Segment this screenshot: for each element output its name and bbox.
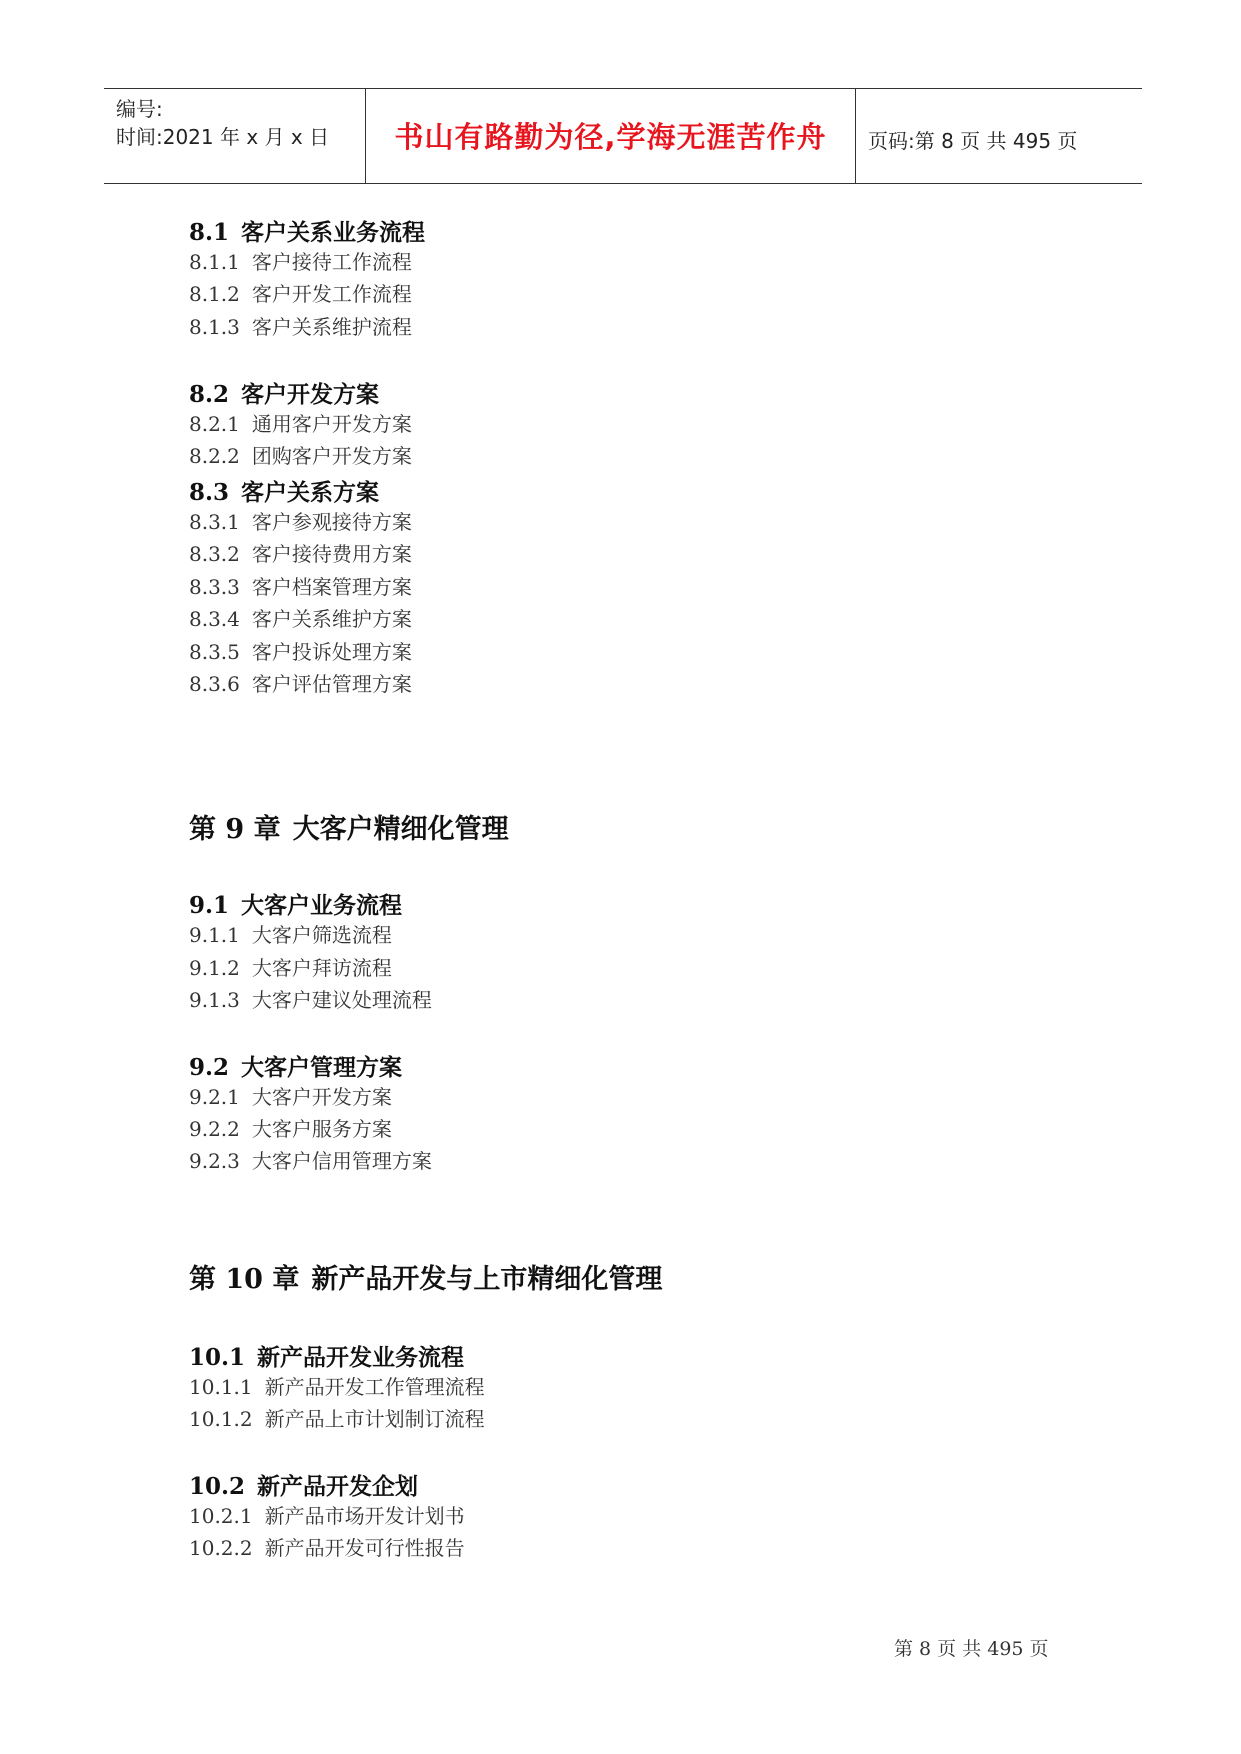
toc-entry-title: 大客户信用管理方案 xyxy=(251,1149,432,1173)
toc-entry-title: 客户投诉处理方案 xyxy=(251,640,412,664)
toc-entry-title: 大客户精细化管理 xyxy=(292,814,509,845)
toc-chapter-heading xyxy=(189,807,509,846)
page-footer-number: 第 8 页 共 495 页 xyxy=(894,1638,1049,1660)
toc-entry-number: 8.2.2 xyxy=(189,444,240,468)
toc-subsection-item xyxy=(189,1371,485,1400)
toc-entry-title: 新产品开发与上市精细化管理 xyxy=(311,1264,663,1295)
toc-entry-title: 客户关系维护方案 xyxy=(251,607,412,631)
toc-entry-title: 客户关系方案 xyxy=(241,479,380,506)
toc-section-heading xyxy=(189,474,379,507)
toc-entry-number: 第 9 章 xyxy=(189,814,281,845)
toc-subsection-item xyxy=(189,952,392,981)
toc-entry-number: 8.3 xyxy=(189,479,230,506)
toc-subsection-item xyxy=(189,538,412,567)
toc-entry-title: 大客户服务方案 xyxy=(251,1117,392,1141)
toc-entry-title: 大客户业务流程 xyxy=(241,892,403,919)
toc-subsection-item xyxy=(189,571,412,600)
toc-entry-title: 新产品开发可行性报告 xyxy=(264,1536,465,1560)
toc-entry-number: 10.2.1 xyxy=(189,1504,253,1528)
toc-entry-number: 9.1.3 xyxy=(189,988,240,1012)
toc-section-heading xyxy=(189,214,425,247)
toc-entry-number: 10.1.1 xyxy=(189,1375,253,1399)
toc-entry-number: 9.2.3 xyxy=(189,1149,240,1173)
toc-entry-title: 通用客户开发方案 xyxy=(251,412,412,436)
document-time-label: 时间:2021 年 x 月 x 日 xyxy=(116,125,330,149)
toc-entry-title: 客户档案管理方案 xyxy=(251,575,412,599)
toc-entry-title: 客户评估管理方案 xyxy=(251,672,412,696)
toc-entry-title: 客户参观接待方案 xyxy=(251,510,412,534)
toc-subsection-item xyxy=(189,440,412,469)
toc-entry-title: 新产品开发企划 xyxy=(257,1473,419,1500)
toc-entry-title: 团购客户开发方案 xyxy=(251,444,412,468)
toc-subsection-item xyxy=(189,1145,432,1174)
toc-subsection-item xyxy=(189,1403,485,1432)
toc-subsection-item xyxy=(189,919,392,948)
toc-entry-number: 10.1.2 xyxy=(189,1407,253,1431)
toc-entry-title: 客户关系维护流程 xyxy=(251,315,412,339)
toc-entry-title: 大客户管理方案 xyxy=(241,1054,403,1081)
header-meta-cell xyxy=(104,89,366,183)
toc-entry-number: 8.3.6 xyxy=(189,672,240,696)
toc-entry-title: 大客户建议处理流程 xyxy=(251,988,432,1012)
toc-section-heading xyxy=(189,1468,418,1501)
toc-subsection-item xyxy=(189,246,412,275)
toc-entry-number: 8.2.1 xyxy=(189,412,240,436)
toc-entry-number: 9.1 xyxy=(189,892,230,919)
toc-subsection-item xyxy=(189,668,412,697)
toc-entry-title: 大客户开发方案 xyxy=(251,1085,392,1109)
toc-subsection-item xyxy=(189,311,412,340)
toc-entry-number: 9.1.2 xyxy=(189,956,240,980)
toc-subsection-item xyxy=(189,603,412,632)
toc-chapter-heading xyxy=(189,1257,662,1296)
toc-entry-number: 第 10 章 xyxy=(189,1264,300,1295)
header-page-cell xyxy=(856,89,1142,183)
toc-entry-number: 9.1.1 xyxy=(189,923,240,947)
toc-entry-number: 9.2 xyxy=(189,1054,230,1081)
toc-entry-number: 8.3.5 xyxy=(189,640,240,664)
toc-subsection-item xyxy=(189,408,412,437)
toc-entry-number: 8.1 xyxy=(189,219,230,246)
page-header xyxy=(104,88,1142,184)
toc-subsection-item xyxy=(189,1081,392,1110)
toc-entry-number: 10.2.2 xyxy=(189,1536,253,1560)
toc-entry-number: 10.2 xyxy=(189,1473,246,1500)
toc-entry-number: 8.3.3 xyxy=(189,575,240,599)
toc-entry-title: 新产品开发业务流程 xyxy=(257,1344,465,1371)
toc-subsection-item xyxy=(189,278,412,307)
toc-section-heading xyxy=(189,376,379,409)
header-page-info: 页码:第 8 页 共 495 页 xyxy=(868,129,1078,153)
toc-entry-number: 10.1 xyxy=(189,1344,246,1371)
toc-entry-number: 9.2.1 xyxy=(189,1085,240,1109)
toc-entry-title: 新产品开发工作管理流程 xyxy=(264,1375,485,1399)
toc-entry-title: 客户开发方案 xyxy=(241,381,380,408)
toc-entry-number: 8.3.2 xyxy=(189,542,240,566)
toc-section-heading xyxy=(189,1339,464,1372)
toc-section-heading xyxy=(189,887,402,920)
toc-entry-title: 大客户筛选流程 xyxy=(251,923,392,947)
toc-entry-title: 客户接待工作流程 xyxy=(251,250,412,274)
toc-entry-title: 新产品市场开发计划书 xyxy=(264,1504,465,1528)
toc-subsection-item xyxy=(189,636,412,665)
toc-subsection-item xyxy=(189,1500,465,1529)
toc-entry-number: 8.1.3 xyxy=(189,315,240,339)
toc-entry-number: 8.2 xyxy=(189,381,230,408)
toc-entry-number: 8.1.1 xyxy=(189,250,240,274)
toc-subsection-item xyxy=(189,984,432,1013)
toc-entry-title: 新产品上市计划制订流程 xyxy=(264,1407,485,1431)
toc-entry-title: 客户关系业务流程 xyxy=(241,219,426,246)
toc-section-heading xyxy=(189,1049,402,1082)
toc-subsection-item xyxy=(189,506,412,535)
toc-entry-title: 大客户拜访流程 xyxy=(251,956,392,980)
toc-entry-number: 9.2.2 xyxy=(189,1117,240,1141)
toc-entry-number: 8.1.2 xyxy=(189,282,240,306)
toc-entry-title: 客户接待费用方案 xyxy=(251,542,412,566)
header-motto: 书山有路勤为径,学海无涯苦作舟 xyxy=(394,120,827,154)
toc-entry-number: 8.3.1 xyxy=(189,510,240,534)
toc-entry-title: 客户开发工作流程 xyxy=(251,282,412,306)
toc-entry-number: 8.3.4 xyxy=(189,607,240,631)
header-motto-cell xyxy=(366,89,856,183)
document-number-label: 编号: xyxy=(116,97,163,121)
toc-subsection-item xyxy=(189,1532,465,1561)
toc-subsection-item xyxy=(189,1113,392,1142)
